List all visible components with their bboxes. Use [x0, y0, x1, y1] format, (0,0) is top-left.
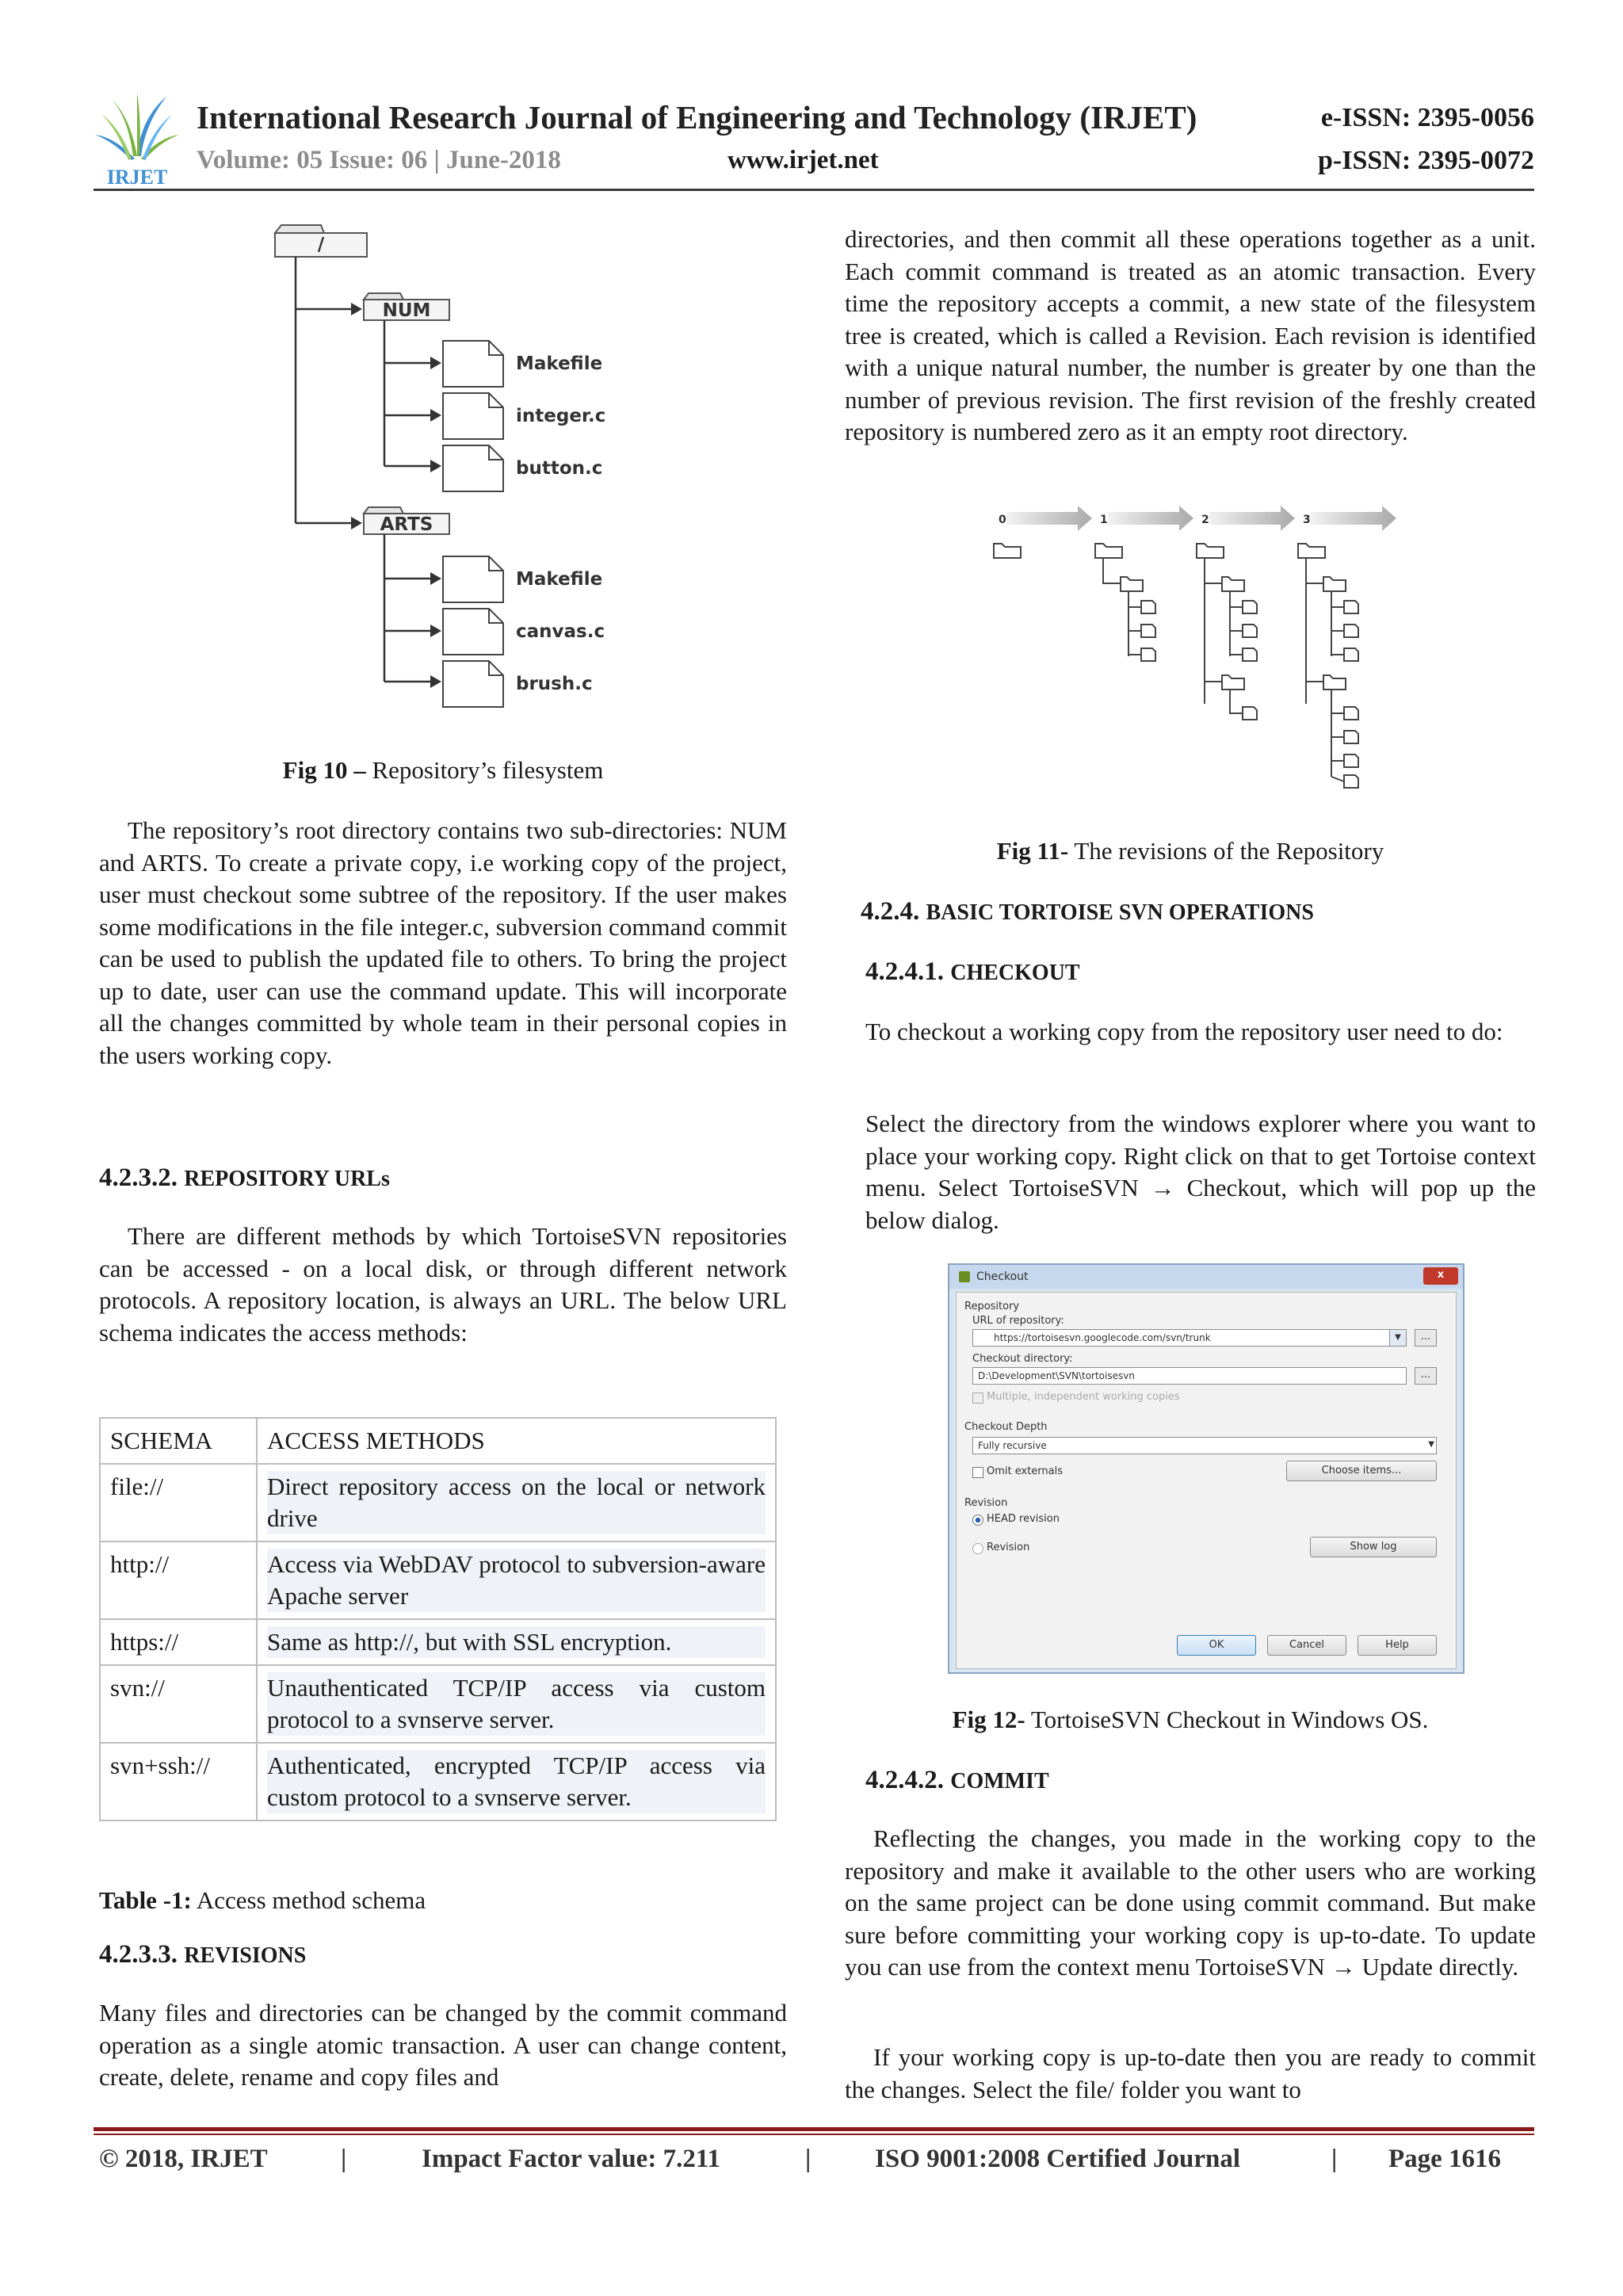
chevron-down-icon[interactable]: ▼: [1389, 1330, 1406, 1346]
footer-copyright: © 2018, IRJET: [99, 2145, 268, 2173]
section-heading-4-2-4: [861, 897, 1314, 926]
journal-logo: [94, 89, 181, 188]
depth-select[interactable]: [972, 1437, 1437, 1454]
revision-label: Revision: [987, 1541, 1030, 1553]
table-row: [100, 1665, 776, 1743]
revision-radio[interactable]: [972, 1543, 983, 1554]
page-header: [0, 0, 1623, 206]
caption-label: Fig 10 –: [282, 756, 366, 784]
file-icon: [443, 556, 503, 602]
folder-icon-arts: [364, 507, 449, 535]
caption-text: TortoiseSVN Checkout in Windows OS.: [1025, 1706, 1429, 1733]
footer-separator: |: [1331, 2145, 1338, 2173]
repository-filesystem-diagram: [273, 220, 606, 735]
section-heading-4-2-4-1: [865, 957, 1080, 987]
file-label: brush.c: [516, 674, 593, 694]
section-number: 4.2.4.1.: [865, 957, 944, 986]
figure-10: [273, 220, 606, 735]
table-row: [100, 1619, 776, 1665]
file-icon: [443, 393, 503, 439]
access-method-cell: [257, 1619, 776, 1665]
paragraph-commit: Reflecting the changes, you made in the working copy to the repository and make it available to the other users who are working on the same project can be done using commit command. But make sure before committing your working copy is up-to-date. To update you can use from the context menu TortoiseSVN → Update directly.: [845, 1824, 1536, 1981]
caption-label: Table -1:: [99, 1886, 192, 1914]
checkout-dir-label: Checkout directory:: [972, 1353, 1073, 1365]
head-revision-label: HEAD revision: [987, 1513, 1060, 1525]
omit-externals-checkbox[interactable]: [972, 1467, 983, 1478]
logo-text: IRJET: [106, 166, 168, 188]
access-method-cell: [257, 1743, 776, 1820]
file-label: canvas.c: [516, 621, 605, 642]
header-divider: [94, 189, 1534, 191]
root-folder-icon: [275, 225, 367, 257]
section-title: REVISIONS: [184, 1943, 307, 1968]
folder-icon: [994, 544, 1021, 558]
access-method-text: Authenticated, encrypted TCP/IP access via custom protocol to a svnserve server.: [267, 1750, 766, 1813]
url-label: URL of repository:: [972, 1315, 1064, 1327]
section-number: 4.2.4.2.: [865, 1766, 944, 1794]
browse-url-button[interactable]: ...: [1415, 1329, 1437, 1347]
paragraph-repository-urls: There are different methods by which TortoiseSVN repositories can be accessed - on a local disk, or through different network protocols. A repository location, is always an URL. The below URL schema indicates the access methods:: [99, 1222, 787, 1347]
cancel-button[interactable]: Cancel: [1267, 1635, 1346, 1656]
section-title: CHECKOUT: [950, 961, 1080, 985]
caption-text: Access method schema: [191, 1886, 426, 1914]
footer-separator: |: [341, 2145, 347, 2173]
paragraph-revisions: Many files and directories can be changed by the commit command operation as a single atomic transaction. A user can change content, create, delete, rename and copy files and: [99, 1999, 787, 2091]
paragraph-checkout-steps: Select the directory from the windows explorer where you want to place your working copy. Right click on that to get Tortoise context menu. Select TortoiseSVN → Checkout, which will pop up the below dialog.: [865, 1110, 1536, 1234]
paragraph-commit-ready: If your working copy is up-to-date then you are ready to commit the changes. Select the file/ folder you want to: [845, 2043, 1536, 2103]
root-folder-label: /: [317, 235, 325, 255]
figure-12-caption: [845, 1706, 1536, 1734]
table-row: [100, 1541, 776, 1619]
paragraph-commit-revision: directories, and then commit all these operations together as a unit. Each commit command is treated as an atomic transaction. Every time the repository accepts a commit, a new state of the filesystem tree is created, which is called a Revision. Each revision is identified with a unique natural number, the number is greater by one than the number of previous revision. The first revision of the freshly created repository is numbered zero as it an empty root directory.: [845, 225, 1536, 445]
journal-website-link[interactable]: www.irjet.net: [727, 146, 879, 174]
access-method-text: Unauthenticated TCP/IP access via custom protocol to a svnserve server.: [267, 1672, 766, 1736]
table-header-row: [100, 1418, 776, 1464]
access-method-cell: [257, 1665, 776, 1743]
group-label-depth: Checkout Depth: [964, 1421, 1048, 1433]
show-log-button[interactable]: Show log: [1310, 1537, 1437, 1557]
group-label-repository: Repository: [964, 1301, 1020, 1312]
browse-dir-button[interactable]: ...: [1415, 1367, 1437, 1385]
schema-cell: file://: [100, 1464, 257, 1541]
caption-label: Fig 12-: [952, 1706, 1025, 1733]
checkout-dir-input[interactable]: [972, 1367, 1407, 1385]
file-icon: [443, 661, 503, 707]
checkout-dir-value: D:\Development\SVN\tortoisesvn: [978, 1370, 1135, 1381]
footer-iso: ISO 9001:2008 Certified Journal: [875, 2145, 1241, 2173]
file-icon: [443, 609, 503, 655]
section-title: REPOSITORY URLs: [184, 1167, 390, 1191]
section-number: 4.2.3.2.: [99, 1163, 178, 1192]
access-method-cell: [257, 1464, 776, 1541]
caption-text: The revisions of the Repository: [1068, 837, 1384, 865]
schema-cell: svn://: [100, 1665, 257, 1743]
section-heading-4-2-4-2: [865, 1766, 1049, 1795]
page-footer: [0, 2145, 1623, 2184]
revision-number: 1: [1100, 514, 1108, 526]
caption-text: Repository’s filesystem: [365, 756, 604, 784]
table-row: [100, 1743, 776, 1820]
file-label: integer.c: [516, 406, 606, 426]
dialog-body: [956, 1292, 1457, 1669]
checkout-dialog: [948, 1263, 1465, 1674]
close-icon[interactable]: x: [1423, 1267, 1458, 1285]
revision-1-tree: [1095, 544, 1155, 661]
access-method-text: Access via WebDAV protocol to subversion-aware Apache server: [267, 1549, 766, 1612]
table-header-cell: ACCESS METHODS: [257, 1418, 776, 1464]
file-label: Makefile: [516, 353, 603, 374]
footer-page-number: Page 1616: [1388, 2145, 1502, 2173]
footer-divider: [94, 2134, 1534, 2135]
figure-11: [991, 506, 1403, 807]
section-title: COMMIT: [950, 1769, 1049, 1794]
omit-externals-label: Omit externals: [987, 1465, 1064, 1477]
paragraph-checkout-intro: To checkout a working copy from the repository user need to do:: [865, 1018, 1503, 1045]
section-title: BASIC TORTOISE SVN OPERATIONS: [926, 900, 1314, 925]
folder-label-num: NUM: [382, 300, 431, 321]
table-caption: [99, 1886, 426, 1915]
section-heading-4-2-3-2: [99, 1163, 390, 1193]
access-method-text: Direct repository access on the local or network drive: [267, 1471, 766, 1534]
access-method-text: Same as http://, but with SSL encryption.: [267, 1626, 766, 1658]
footer-separator: |: [805, 2145, 812, 2173]
url-combobox[interactable]: [972, 1329, 1407, 1347]
section-number: 4.2.4.: [861, 897, 920, 926]
schema-cell: svn+ssh://: [100, 1743, 257, 1820]
table-row: [100, 1464, 776, 1541]
volume-issue: Volume: 05 Issue: 06 | June-2018: [197, 146, 561, 174]
help-button[interactable]: Help: [1358, 1635, 1437, 1656]
revision-number: 3: [1303, 514, 1311, 526]
figure-11-caption: [845, 837, 1536, 865]
multiple-label: Multiple, independent working copies: [987, 1391, 1180, 1403]
dialog-app-icon: [959, 1271, 970, 1282]
dialog-title: Checkout: [976, 1270, 1029, 1283]
file-label: button.c: [516, 458, 603, 479]
folder-label-arts: ARTS: [380, 514, 433, 535]
schema-cell: http://: [100, 1541, 257, 1619]
file-icon: [443, 445, 503, 491]
paragraph-root-directory: The repository’s root directory contains two sub-directories: NUM and ARTS. To create a private copy, i.e working copy of the project, user must checkout some subtree of the repository. If the user makes some modifications in the file integer.c, subversion command commit can be used to publish the updated file to others. To bring the project up to date, user can use the command update. This will incorporate all the changes committed by whole team in their personal copies in the users working copy.: [99, 816, 787, 1069]
ok-button[interactable]: OK: [1177, 1635, 1256, 1656]
section-heading-4-2-3-3: [99, 1940, 306, 1969]
head-revision-radio[interactable]: [972, 1515, 983, 1526]
revision-number: 0: [999, 514, 1006, 526]
choose-items-button[interactable]: Choose items...: [1286, 1461, 1437, 1481]
folder-icon-num: [364, 293, 449, 321]
table-header-cell: SCHEMA: [100, 1418, 257, 1464]
access-method-table: [99, 1417, 777, 1821]
multiple-checkbox[interactable]: [972, 1392, 983, 1404]
group-label-revision: Revision: [964, 1497, 1008, 1509]
access-method-cell: [257, 1541, 776, 1619]
chevron-down-icon[interactable]: ▼: [1428, 1440, 1434, 1449]
schema-cell: https://: [100, 1619, 257, 1665]
revisions-diagram: [991, 506, 1403, 807]
p-issn: p-ISSN: 2395-0072: [1318, 146, 1534, 175]
journal-title: International Research Journal of Engineering and Technology (IRJET): [197, 99, 1197, 136]
depth-value: Fully recursive: [978, 1440, 1047, 1451]
revision-3-tree: [1298, 544, 1358, 788]
dialog-title-bar: [949, 1265, 1463, 1289]
url-value: https://tortoisesvn.googlecode.com/svn/trunk: [994, 1332, 1211, 1343]
footer-impact-factor: Impact Factor value: 7.211: [422, 2145, 721, 2173]
caption-label: Fig 11-: [996, 837, 1069, 865]
file-label: Makefile: [516, 569, 603, 590]
footer-divider: [94, 2127, 1534, 2131]
revision-number: 2: [1201, 514, 1209, 526]
section-number: 4.2.3.3.: [99, 1940, 178, 1969]
revision-2-tree: [1197, 544, 1257, 720]
e-issn: e-ISSN: 2395-0056: [1320, 103, 1534, 132]
figure-10-caption: [99, 756, 787, 785]
file-icon: [443, 341, 503, 387]
